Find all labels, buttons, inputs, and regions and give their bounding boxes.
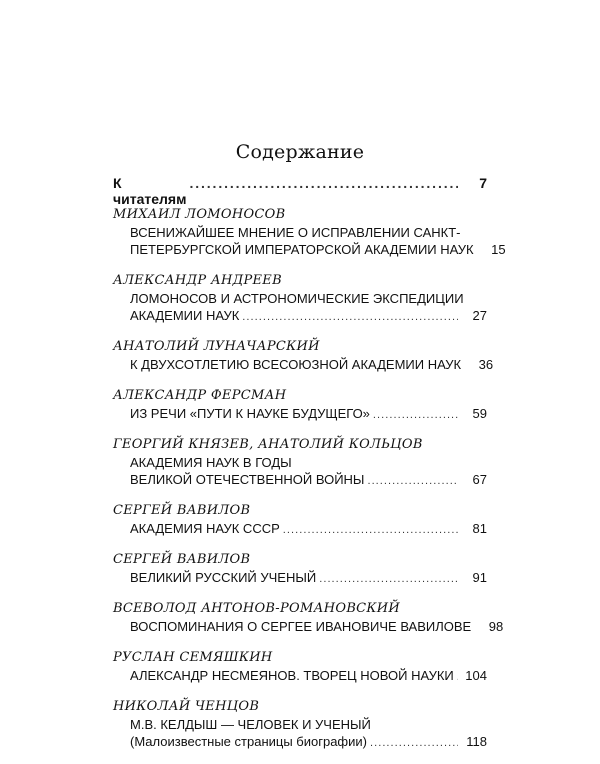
- entry-author: ВСЕВОЛОД АНТОНОВ-РОМАНОВСКИЙ: [113, 601, 401, 616]
- entry-page-number: 91: [472, 570, 487, 585]
- entry-title-text: АКАДЕМИЯ НАУК В ГОДЫ: [130, 455, 292, 470]
- entry-title-text: (Малоизвестные страницы биографии): [130, 734, 367, 749]
- dot-leader: [367, 473, 458, 490]
- entry-title-text: М.В. КЕЛДЫШ — ЧЕЛОВЕК И УЧЕНЫЙ: [130, 717, 371, 732]
- dot-leader: [319, 571, 458, 588]
- entry-title-text: АЛЕКСАНДР НЕСМЕЯНОВ. ТВОРЕЦ НОВОЙ НАУКИ: [130, 668, 454, 683]
- toc-entry-intro[interactable]: [113, 175, 487, 207]
- toc-entry[interactable]: [113, 206, 506, 272]
- entry-title-text: ИЗ РЕЧИ «ПУТИ К НАУКЕ БУДУЩЕГО»: [130, 406, 370, 421]
- entry-author: АЛЕКСАНДР ФЕРСМАН: [113, 388, 287, 403]
- entry-title-line: [113, 618, 504, 637]
- dot-leader: [189, 175, 458, 191]
- entry-title-line: [113, 471, 487, 490]
- entry-author: РУСЛАН СЕМЯШКИН: [113, 650, 273, 665]
- toc-entries: [113, 206, 506, 764]
- dot-leader: [242, 309, 458, 326]
- entry-title-line: [113, 733, 487, 752]
- toc-entry[interactable]: [113, 649, 487, 698]
- entry-title-text: АКАДЕМИЯ НАУК СССР: [130, 521, 280, 536]
- toc-entry[interactable]: [113, 698, 487, 764]
- entry-title-text: ЛОМОНОСОВ И АСТРОНОМИЧЕСКИЕ ЭКСПЕДИЦИИ: [130, 291, 464, 306]
- entry-page-number: 67: [472, 472, 487, 487]
- entry-title-text: ВСЕНИЖАЙШЕЕ МНЕНИЕ О ИСПРАВЛЕНИИ САНКТ-: [130, 225, 461, 240]
- dot-leader: [457, 669, 458, 686]
- entry-title-text: К ДВУХСОТЛЕТИЮ ВСЕСОЮЗНОЙ АКАДЕМИИ НАУК: [130, 357, 462, 372]
- entry-author: СЕРГЕЙ ВАВИЛОВ: [113, 503, 251, 518]
- dot-leader: [373, 407, 458, 424]
- entry-title-text: ВЕЛИКОЙ ОТЕЧЕСТВЕННОЙ ВОЙНЫ: [130, 472, 365, 487]
- toc-entry[interactable]: [113, 272, 487, 338]
- entry-title-line: [113, 307, 487, 326]
- entry-author: МИХАИЛ ЛОМОНОСОВ: [113, 207, 286, 222]
- entry-page-number: 15: [491, 242, 506, 257]
- entry-title-text: ВЕЛИКИЙ РУССКИЙ УЧЕНЫЙ: [130, 570, 317, 585]
- entry-author: НИКОЛАЙ ЧЕНЦОВ: [113, 699, 260, 714]
- toc-entry[interactable]: [113, 338, 494, 387]
- entry-title-line: [113, 569, 487, 588]
- toc-entry[interactable]: [113, 502, 487, 551]
- toc-entry[interactable]: [113, 436, 487, 502]
- entry-title-line: [113, 520, 487, 539]
- entry-author: АЛЕКСАНДР АНДРЕЕВ: [113, 273, 282, 288]
- dot-leader: [283, 522, 458, 539]
- toc-entry[interactable]: [113, 387, 487, 436]
- entry-page-number: 36: [478, 357, 494, 372]
- intro-label: К читателям: [113, 175, 187, 207]
- entry-author: СЕРГЕЙ ВАВИЛОВ: [113, 552, 251, 567]
- entry-title-line: [113, 667, 487, 686]
- entry-page-number: 27: [472, 308, 487, 323]
- page-title: Содержание: [235, 141, 365, 163]
- entry-title-text: ПЕТЕРБУРГСКОЙ ИМПЕРАТОРСКОЙ АКАДЕМИИ НАУК: [130, 242, 474, 257]
- entry-author: ГЕОРГИЙ КНЯЗЕВ, АНАТОЛИЙ КОЛЬЦОВ: [113, 437, 423, 452]
- entry-title-line: [113, 241, 506, 260]
- entry-page-number: 59: [472, 406, 487, 421]
- entry-page-number: 104: [465, 668, 487, 683]
- entry-page-number: 118: [466, 734, 487, 749]
- entry-title-line: [113, 405, 487, 424]
- entry-page-number: 98: [488, 619, 504, 634]
- toc-entry[interactable]: [113, 600, 504, 649]
- entry-title-text: ВОСПОМИНАНИЯ О СЕРГЕЕ ИВАНОВИЧЕ ВАВИЛОВЕ: [130, 619, 472, 634]
- entry-title-text: АКАДЕМИИ НАУК: [130, 308, 240, 323]
- intro-page-number: 7: [479, 175, 487, 191]
- entry-page-number: 81: [472, 521, 487, 536]
- dot-leader: [370, 735, 458, 752]
- toc-entry[interactable]: [113, 551, 487, 600]
- entry-author: АНАТОЛИЙ ЛУНАЧАРСКИЙ: [113, 339, 320, 354]
- entry-title-line: [113, 356, 494, 375]
